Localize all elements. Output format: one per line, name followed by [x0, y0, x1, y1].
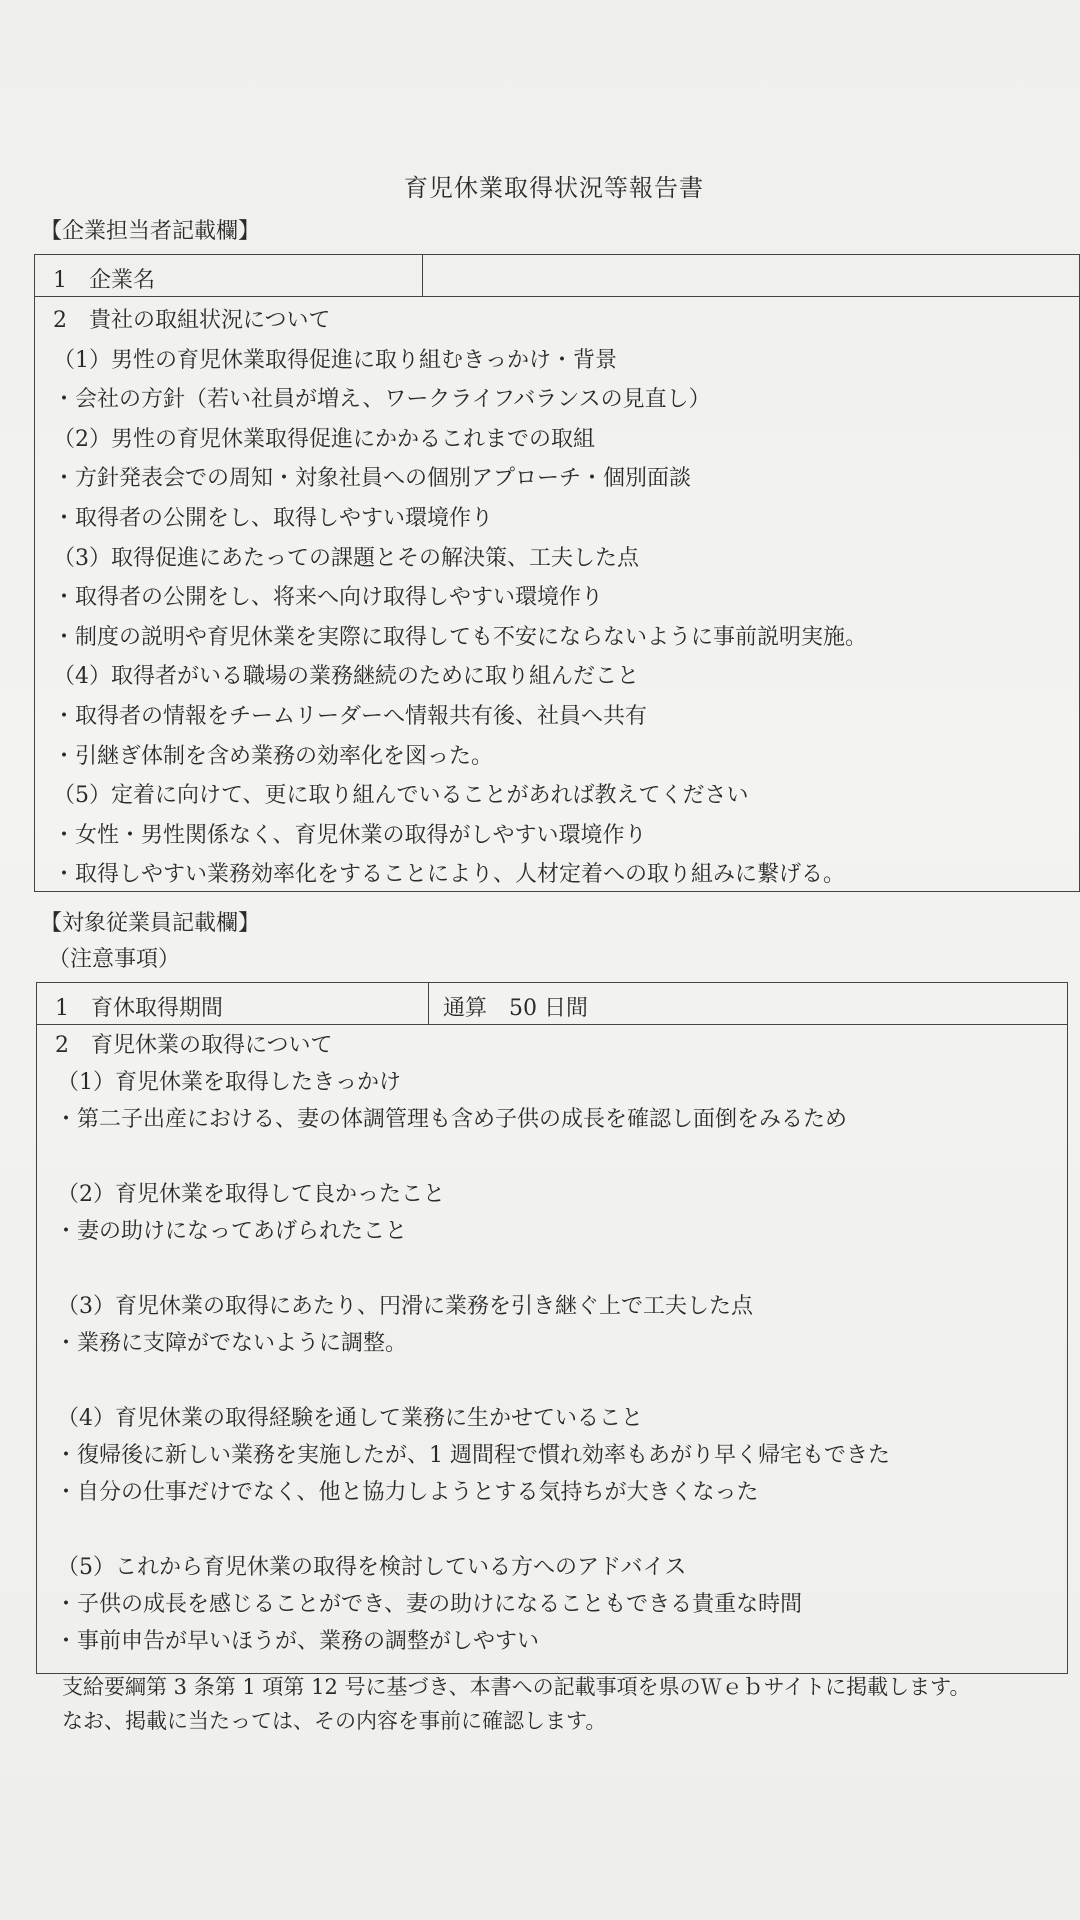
employee-question: （1）育児休業を取得したきっかけ: [57, 1070, 401, 1095]
company-line: ・制度の説明や育児休業を実際に取得しても不安にならないように事前説明実施。: [53, 624, 868, 650]
leave-period-row: [37, 983, 1067, 1025]
employee-answer: ・復帰後に新しい業務を実施したが、1 週間程で慣れ効率もあがり早く帰宅もできた: [55, 1443, 890, 1468]
publication-notice-line: なお、掲載に当たっては、その内容を事前に確認します。: [62, 1709, 607, 1733]
company-line: ・女性・男性関係なく、育児休業の取得がしやすい環境作り: [53, 822, 647, 848]
company-name-value: [423, 255, 1079, 296]
employee-answer: ・子供の成長を感じることができ、妻の助けになることもできる貴重な時間: [55, 1592, 803, 1617]
employee-section-box: [36, 982, 1068, 1674]
company-line: ・取得しやすい業務効率化をすることにより、人材定着への取り組みに繋げる。: [53, 862, 846, 888]
company-line: ・会社の方針（若い社員が増え、ワークライフバランスの見直し）: [53, 387, 711, 413]
employee-section-note: （注意事項）: [48, 947, 181, 972]
employee-question: （3）育児休業の取得にあたり、円滑に業務を引き継ぐ上で工夫した点: [57, 1294, 753, 1319]
company-line: （1）男性の育児休業取得促進に取り組むきっかけ・背景: [53, 347, 617, 373]
employee-answer: ・業務に支障がでないように調整。: [55, 1331, 408, 1356]
employee-question: （2）育児休業を取得して良かったこと: [57, 1182, 445, 1207]
employee-answer: ・自分の仕事だけでなく、他と協力しようとする気持ちが大きくなった: [55, 1480, 759, 1505]
document-title: 育児休業取得状況等報告書: [404, 174, 704, 202]
employee-answer: ・事前申告が早いほうが、業務の調整がしやすい: [55, 1629, 540, 1654]
company-section-heading: 【企業担当者記載欄】: [40, 219, 261, 244]
company-name-row: [35, 255, 1079, 297]
company-initiatives-body: [35, 297, 1079, 895]
employee-answer: ・妻の助けになってあげられたこと: [55, 1219, 408, 1244]
company-name-label: 1 企業名: [35, 255, 423, 296]
company-line: ・取得者の公開をし、取得しやすい環境作り: [53, 505, 494, 531]
company-line: （2）男性の育児休業取得促進にかかるこれまでの取組: [53, 426, 595, 452]
company-line: ・引継ぎ体制を含め業務の効率化を図った。: [53, 743, 494, 769]
publication-notice-line: 支給要綱第 3 条第 1 項第 12 号に基づき、本書への記載事項を県のＷｅｂサイトに掲載します。: [62, 1675, 971, 1699]
company-line: （4）取得者がいる職場の業務継続のために取り組んだこと: [53, 664, 639, 690]
company-line: ・取得者の公開をし、将来へ向け取得しやすい環境作り: [53, 585, 604, 611]
employee-intro: 2 育児休業の取得について: [55, 1033, 333, 1058]
leave-period-label: 1 育休取得期間: [37, 983, 429, 1024]
employee-answer: ・第二子出産における、妻の体調管理も含め子供の成長を確認し面倒をみるため: [55, 1107, 848, 1132]
company-line: ・方針発表会での周知・対象社員への個別アプローチ・個別面談: [53, 466, 692, 492]
employee-leave-body: [37, 1025, 1067, 1660]
employee-section-heading: 【対象従業員記載欄】: [40, 911, 261, 936]
leave-period-value: 通算 50 日間: [443, 996, 588, 1021]
company-line: 2 貴社の取組状況について: [53, 308, 331, 333]
company-line: （5）定着に向けて、更に取り組んでいることがあれば教えてください: [53, 783, 749, 809]
employee-question: （5）これから育児休業の取得を検討している方へのアドバイス: [57, 1555, 687, 1580]
company-section-box: [34, 254, 1080, 892]
company-line: （3）取得促進にあたっての課題とその解決策、工夫した点: [53, 545, 639, 571]
employee-question: （4）育児休業の取得経験を通して業務に生かせていること: [57, 1406, 643, 1431]
company-line: ・取得者の情報をチームリーダーへ情報共有後、社員へ共有: [53, 703, 648, 729]
publication-notice: [62, 1670, 971, 1738]
